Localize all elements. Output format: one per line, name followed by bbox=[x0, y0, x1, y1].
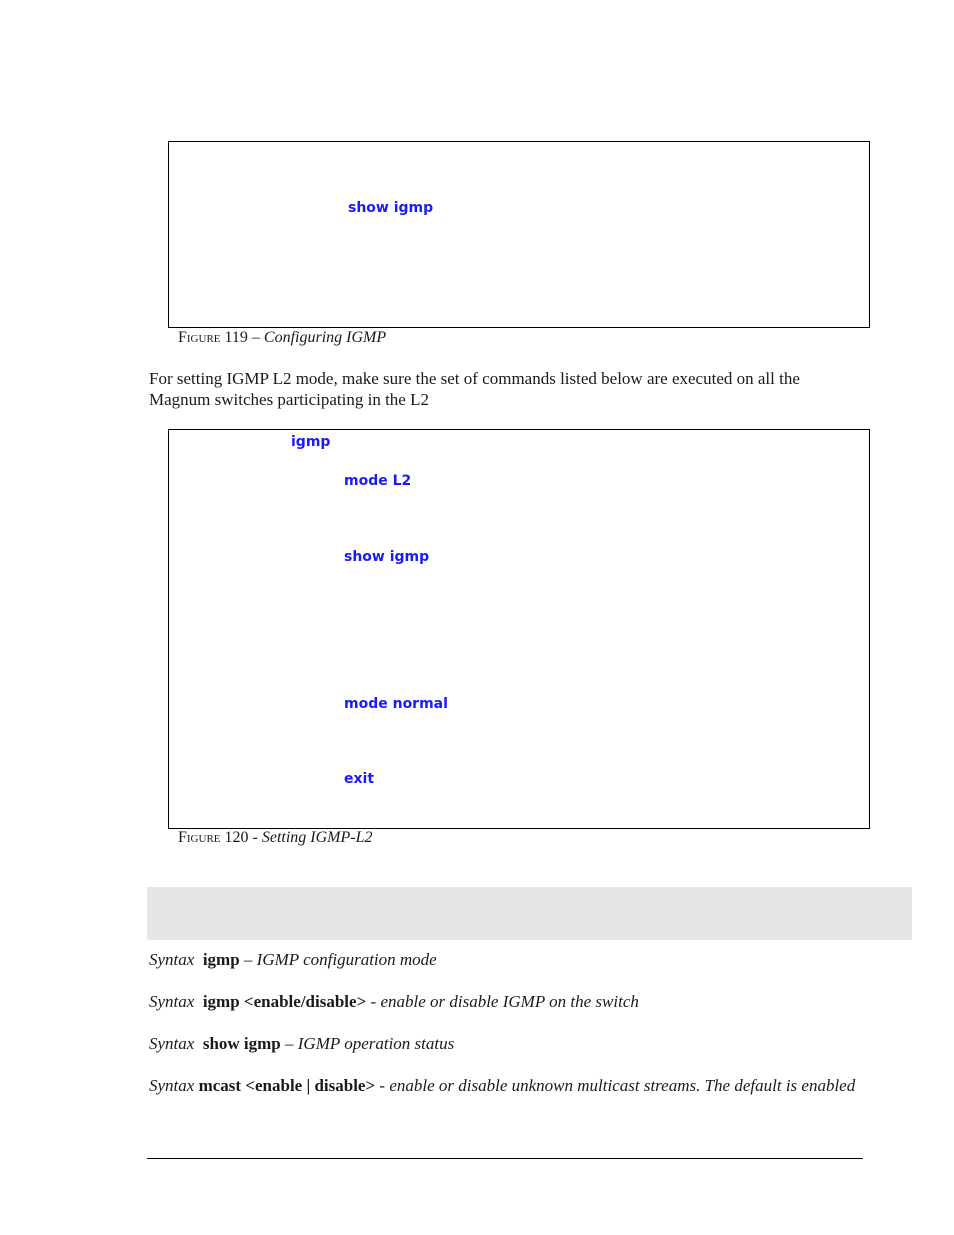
syntax-line bbox=[149, 1034, 454, 1054]
syntax-label: Syntax bbox=[149, 1034, 195, 1053]
syntax-line bbox=[149, 992, 639, 1012]
syntax-line bbox=[149, 950, 437, 970]
syntax-description: IGMP configuration mode bbox=[256, 950, 437, 969]
syntax-label: Syntax bbox=[149, 1076, 195, 1095]
figure-number: 119 bbox=[224, 329, 248, 346]
syntax-separator: – bbox=[285, 1034, 294, 1053]
section-shaded-band bbox=[147, 887, 912, 940]
cli-command-exit: exit bbox=[344, 771, 375, 787]
cli-command-show-igmp: show igmp bbox=[348, 200, 434, 216]
figure-label: Figure bbox=[178, 329, 221, 346]
figure-120-caption bbox=[178, 829, 373, 847]
syntax-description: enable or disable IGMP on the switch bbox=[380, 992, 639, 1011]
syntax-label: Syntax bbox=[149, 950, 195, 969]
figure-120-cli-box bbox=[168, 429, 870, 829]
syntax-command: igmp <enable/disable> bbox=[202, 992, 367, 1011]
syntax-command: igmp bbox=[202, 950, 240, 969]
syntax-command: mcast <enable | disable> bbox=[198, 1076, 376, 1095]
syntax-line bbox=[149, 1076, 855, 1096]
figure-title: Configuring IGMP bbox=[263, 329, 387, 346]
cli-command-mode-normal: mode normal bbox=[344, 696, 448, 712]
syntax-separator: - bbox=[370, 992, 377, 1011]
syntax-description: IGMP operation status bbox=[297, 1034, 455, 1053]
figure-label: Figure bbox=[178, 829, 221, 846]
figure-separator: – bbox=[251, 329, 260, 346]
figure-title: Setting IGMP-L2 bbox=[261, 829, 373, 846]
figure-separator: - bbox=[252, 829, 258, 846]
figure-119-cli-box bbox=[168, 141, 870, 328]
syntax-separator: – bbox=[243, 950, 253, 969]
cli-command-show-igmp: show igmp bbox=[344, 549, 430, 565]
syntax-separator: - bbox=[379, 1076, 386, 1095]
footer-divider bbox=[147, 1158, 863, 1159]
syntax-description: enable or disable unknown multicast streams. The default is enabled bbox=[389, 1076, 856, 1095]
figure-119-caption bbox=[178, 329, 386, 347]
syntax-command: show igmp bbox=[202, 1034, 281, 1053]
figure-number: 120 bbox=[224, 829, 249, 846]
cli-command-mode-l2: mode L2 bbox=[344, 473, 412, 489]
intro-paragraph: For setting IGMP L2 mode, make sure the set of commands listed below are executed on all the Magnum switches participating in the L2 bbox=[149, 369, 800, 409]
cli-command-igmp: igmp bbox=[291, 434, 331, 450]
syntax-label: Syntax bbox=[149, 992, 195, 1011]
